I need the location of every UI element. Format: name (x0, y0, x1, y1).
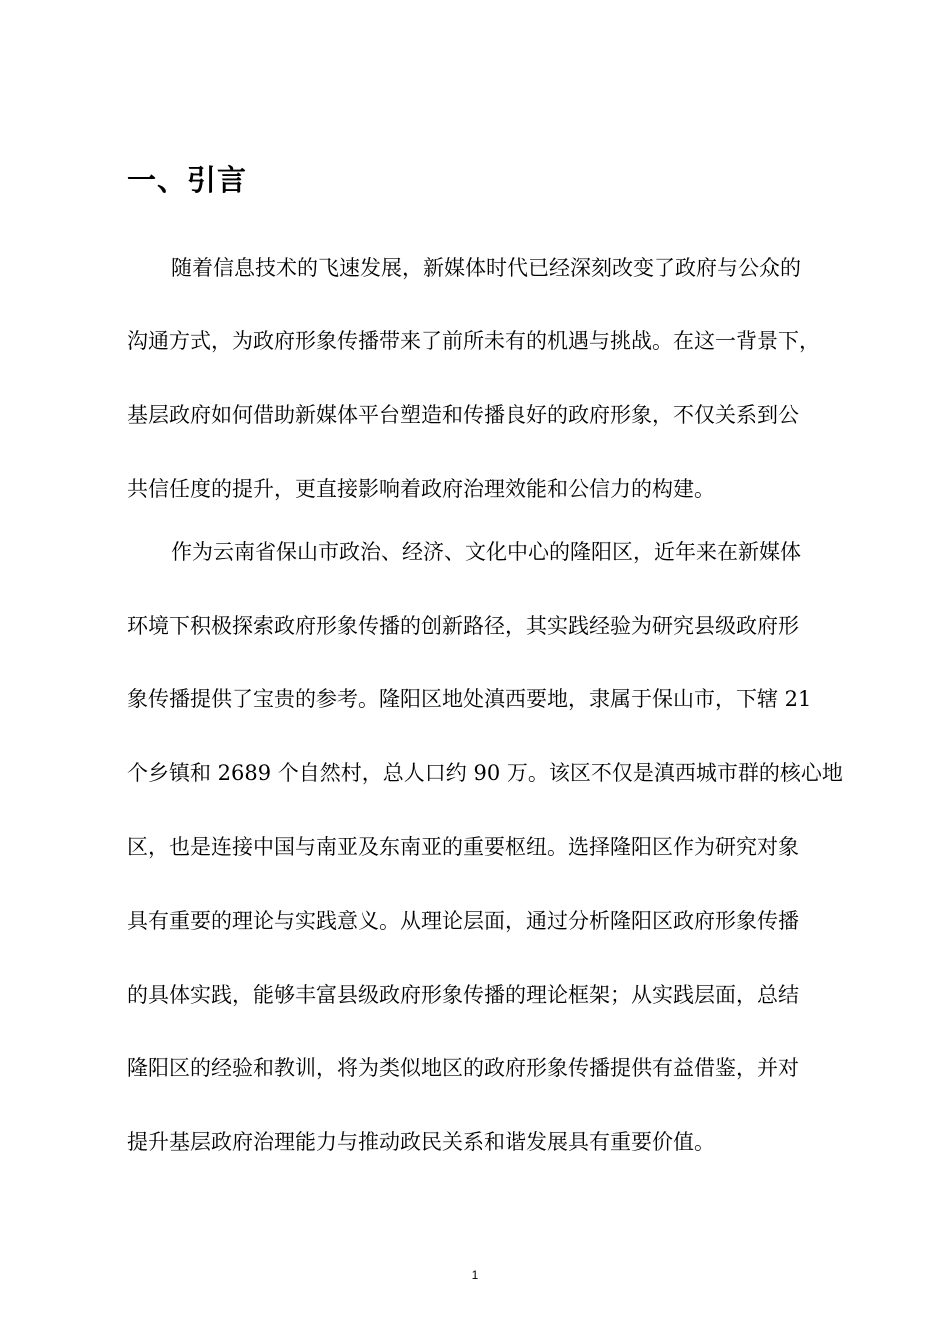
paragraph-line: 作为云南省保山市政治、经济、文化中心的隆阳区，近年来在新媒体 (171, 540, 801, 564)
paragraph-line: 隆阳区的经验和教训，将为类似地区的政府形象传播提供有益借鉴，并对 (127, 1056, 799, 1080)
paragraph-line: 区，也是连接中国与南亚及东南亚的重要枢纽。选择隆阳区作为研究对象 (127, 835, 799, 859)
paragraph-line: 基层政府如何借助新媒体平台塑造和传播良好的政府形象，不仅关系到公 (127, 403, 799, 427)
paragraph-line: 随着信息技术的飞速发展，新媒体时代已经深刻改变了政府与公众的 (171, 256, 801, 280)
paragraph-line: 具有重要的理论与实践意义。从理论层面，通过分析隆阳区政府形象传播 (127, 909, 799, 933)
paragraph-line: 共信任度的提升，更直接影响着政府治理效能和公信力的构建。 (127, 477, 715, 501)
paragraph-line: 象传播提供了宝贵的参考。隆阳区地处滇西要地，隶属于保山市，下辖 21 (127, 687, 812, 711)
paragraph-line: 环境下积极探索政府形象传播的创新路径，其实践经验为研究县级政府形 (127, 614, 799, 638)
section-heading: 一、引言 (127, 163, 248, 197)
paragraph-line: 沟通方式，为政府形象传播带来了前所未有的机遇与挑战。在这一背景下， (127, 329, 820, 353)
paragraph-line: 的具体实践，能够丰富县级政府形象传播的理论框架；从实践层面，总结 (127, 983, 799, 1007)
page-number: 1 (471, 1268, 479, 1282)
paragraph-line: 个乡镇和 2689 个自然村，总人口约 90 万。该区不仅是滇西城市群的核心地 (127, 761, 843, 785)
paragraph-line: 提升基层政府治理能力与推动政民关系和谐发展具有重要价值。 (127, 1130, 715, 1154)
